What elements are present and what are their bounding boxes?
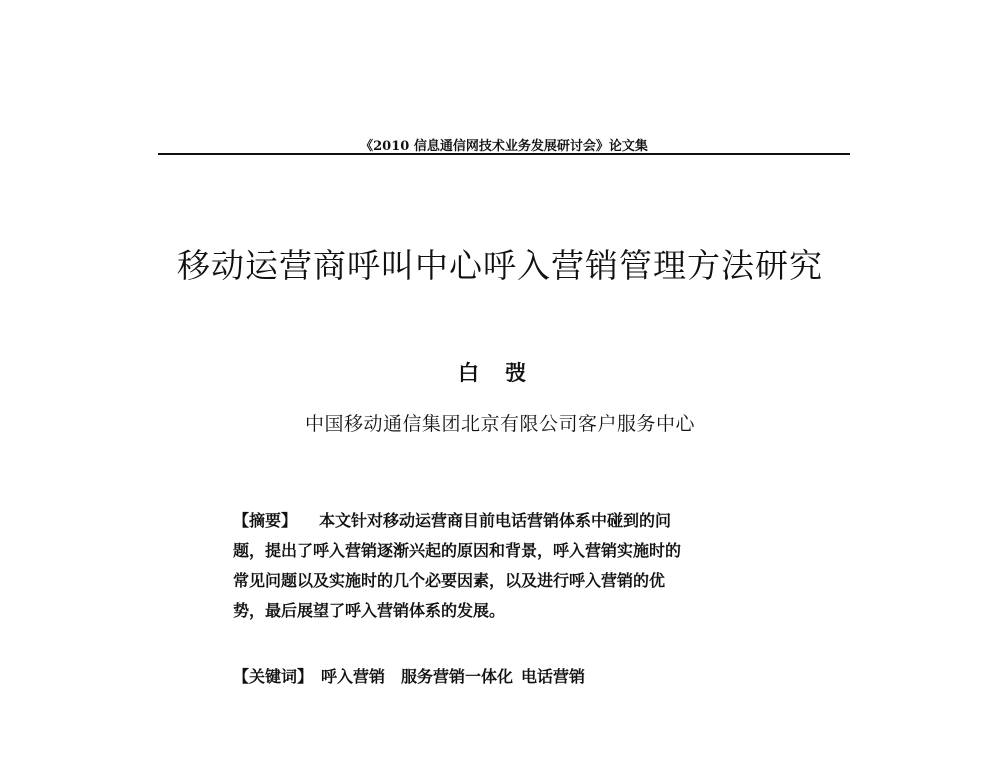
keyword-item: 呼入营销 — [321, 667, 386, 686]
abstract-line: 题，提出了呼入营销逐渐兴起的原因和背景，呼入营销实施时的 — [233, 541, 682, 560]
running-header: 《2010 信息通信网技术业务发展研讨会》论文集 — [360, 139, 648, 154]
keywords-label: 【关键词】 — [233, 667, 314, 686]
keywords-block — [233, 664, 778, 687]
header-rule — [158, 153, 850, 155]
abstract-line: 常见问题以及实施时的几个必要因素，以及进行呼入营销的优 — [233, 571, 666, 590]
abstract-line: 势，最后展望了呼入营销体系的发展。 — [233, 601, 506, 620]
keyword-item: 电话营销 — [521, 667, 586, 686]
abstract-block — [233, 506, 778, 626]
abstract-label: 【摘要】 — [233, 511, 298, 530]
abstract-line — [233, 506, 778, 536]
author-affiliation: 中国移动通信集团北京有限公司客户服务中心 — [304, 413, 695, 435]
author-name: 白弢 — [458, 360, 552, 385]
paper-title: 移动运营商呼叫中心呼入营销管理方法研究 — [177, 246, 823, 285]
keyword-item: 服务营销一体化 — [401, 667, 514, 686]
abstract-text: 本文针对移动运营商目前电话营销体系中碰到的问 — [319, 511, 672, 530]
